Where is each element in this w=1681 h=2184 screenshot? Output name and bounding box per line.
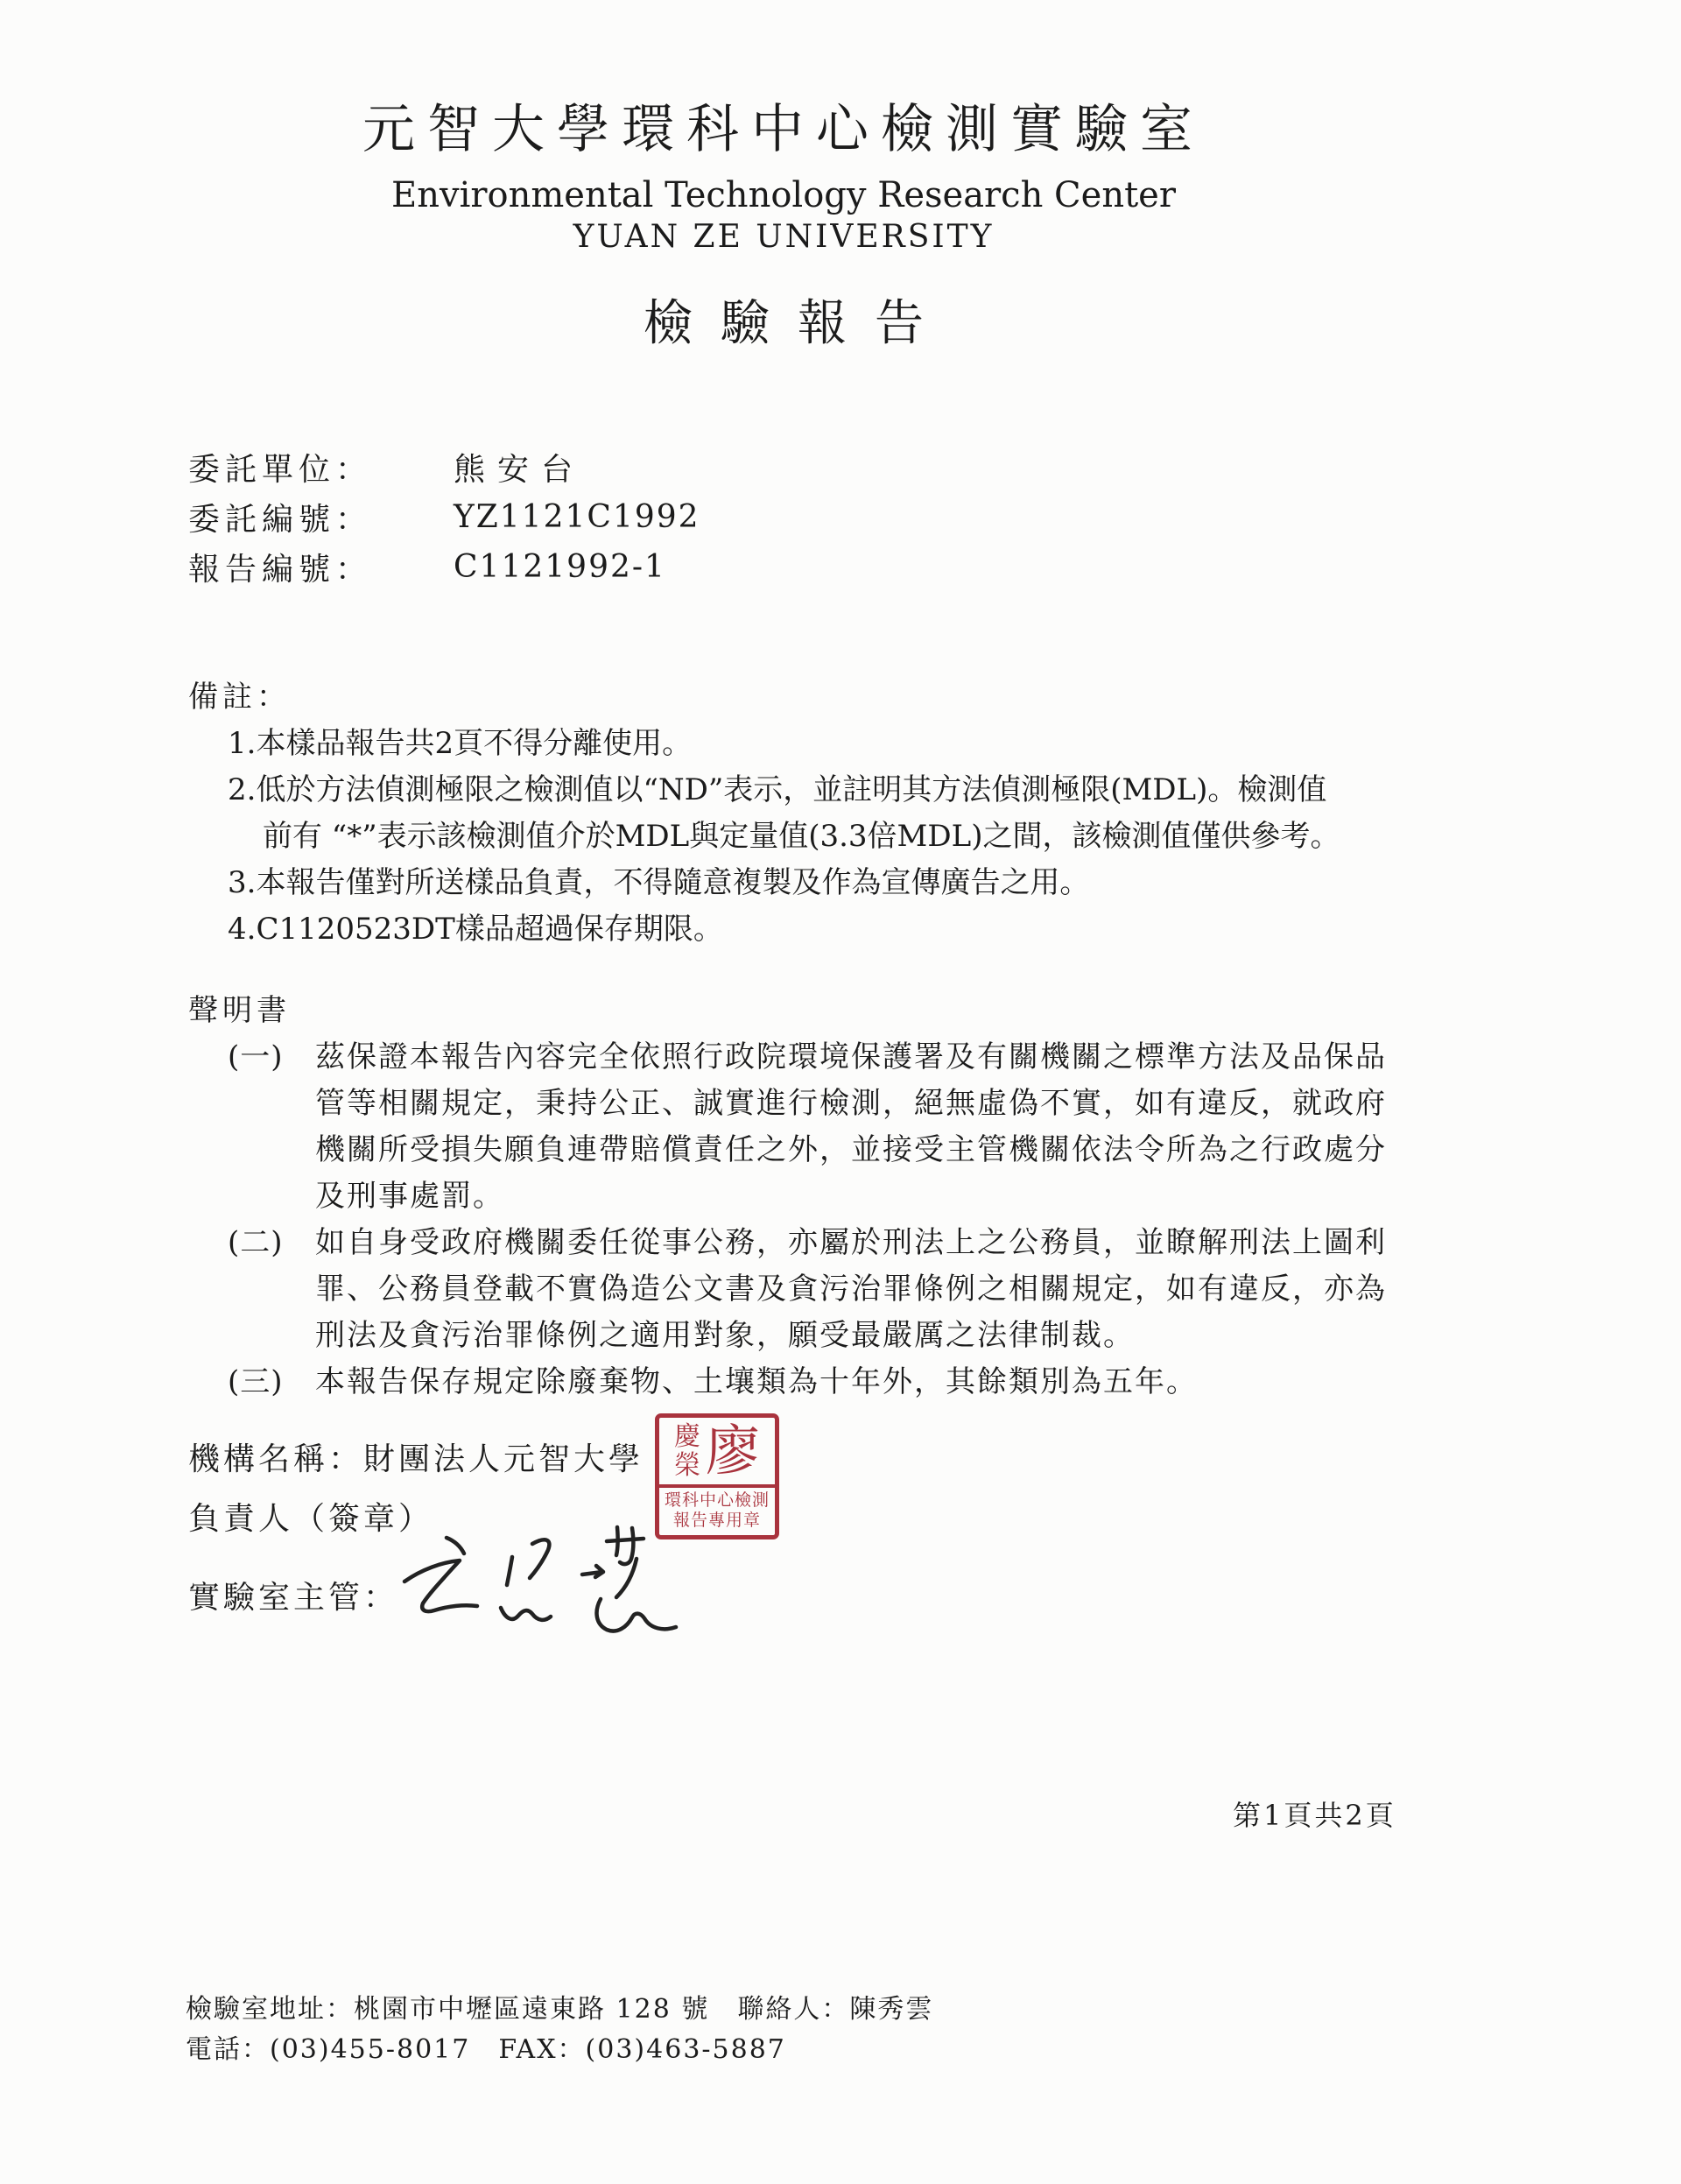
- text-line: 如自身受政府機關委任從事公務，亦屬於刑法上之公務員，並瞭解刑法上圖利: [315, 1225, 1387, 1260]
- stamp-char-large: 廖: [705, 1418, 760, 1483]
- page-number: 第1頁共2頁: [1233, 1799, 1396, 1832]
- item-text: [315, 1034, 1387, 1220]
- organization-name: 機構名稱：財團法人元智大學: [188, 1441, 644, 1477]
- stamp-name-left-column: [674, 1422, 700, 1480]
- item-number: (三): [228, 1364, 284, 1399]
- item-number: (二): [228, 1225, 284, 1260]
- header: [0, 0, 1567, 355]
- request-fields: [188, 442, 700, 592]
- text-line: 管等相關規定，秉持公正、誠實進行檢測，絕無虛偽不實，如有違反，就政府: [315, 1086, 1387, 1121]
- report-no-label: 報告編號：: [188, 552, 373, 588]
- stamp-char: 榮: [673, 1449, 700, 1481]
- item-number: (一): [228, 1039, 284, 1074]
- notes-section: [188, 674, 1340, 953]
- field-row-request-no: [188, 492, 700, 542]
- report-no-value: C1121992-1: [454, 549, 666, 585]
- field-row-report-no: [188, 542, 700, 592]
- notes-heading: 備註：: [188, 680, 291, 715]
- lab-manager-label: 實驗室主管：: [188, 1580, 399, 1616]
- text-line: 罪、公務員登載不實偽造公文書及貪污治罪條例之相關規定，如有違反，亦為: [315, 1272, 1387, 1307]
- stamp-border: [655, 1413, 779, 1539]
- footer: [186, 1990, 933, 2070]
- declaration-item-3: [228, 1359, 1387, 1406]
- responsible-person-label: 負責人（簽章）: [188, 1501, 434, 1537]
- note-item: 1.本樣品報告共2頁不得分離使用。: [228, 726, 693, 761]
- request-no-label: 委託編號：: [188, 502, 373, 538]
- university-name: YUAN ZE UNIVERSITY: [573, 219, 995, 255]
- report-title: 檢驗報告: [644, 295, 952, 352]
- stamp-caption-line: 報告專用章: [672, 1511, 761, 1531]
- request-no-value: YZ1121C1992: [454, 499, 700, 535]
- note-item: 2.低於方法偵測極限之檢測值以“ND”表示，並註明其方法偵測極限(MDL)。檢測值: [228, 772, 1327, 807]
- subtitle-english: Environmental Technology Research Center: [391, 175, 1176, 215]
- stamp-char: 慶: [673, 1420, 700, 1452]
- note-item: 4.C1120523DT樣品超過保存期限。: [228, 912, 723, 947]
- declaration-item-2: [228, 1220, 1387, 1359]
- text-line: 茲保證本報告內容完全依照行政院環境保護署及有關機關之標準方法及品保品: [315, 1039, 1387, 1074]
- lab-manager-signature: [394, 1522, 683, 1653]
- item-text: [315, 1359, 1198, 1406]
- footer-address: 檢驗室地址：桃園市中壢區遠東路 128 號 聯絡人：陳秀雲: [186, 1994, 934, 2025]
- stamp-caption-line: 環科中心檢測: [664, 1490, 770, 1510]
- text-line: 刑法及貪污治罪條例之適用對象，願受最嚴厲之法律制裁。: [315, 1318, 1135, 1353]
- client-value: 熊安台: [454, 452, 586, 488]
- note-item-continuation: 前有 “*”表示該檢測值介於MDL與定量值(3.3倍MDL)之間，該檢測值僅供參考。: [263, 819, 1340, 854]
- notes-list: [228, 721, 1340, 953]
- text-line: 機關所受損失願負連帶賠償責任之外，並接受主管機關依法令所為之行政處分: [315, 1132, 1387, 1167]
- item-text: [315, 1220, 1387, 1359]
- page-title: 元智大學環科中心檢測實驗室: [362, 99, 1205, 160]
- client-label: 委託單位：: [188, 452, 373, 488]
- field-row-client: [188, 442, 700, 492]
- declaration-item-1: [228, 1034, 1387, 1220]
- text-line: 本報告保存規定除廢棄物、土壤類為十年外，其餘類別為五年。: [315, 1364, 1198, 1399]
- note-item: 3.本報告僅對所送樣品負責，不得隨意複製及作為宣傳廣告之用。: [228, 865, 1090, 900]
- approval-stamp: [655, 1413, 779, 1539]
- declaration-section: [188, 988, 1387, 1406]
- stamp-name: [659, 1418, 775, 1488]
- footer-phone-fax: 電話：(03)455-8017 FAX：(03)463-5887: [186, 2034, 786, 2065]
- text-line: 及刑事處罰。: [315, 1179, 504, 1214]
- declaration-heading: 聲明書: [188, 993, 291, 1028]
